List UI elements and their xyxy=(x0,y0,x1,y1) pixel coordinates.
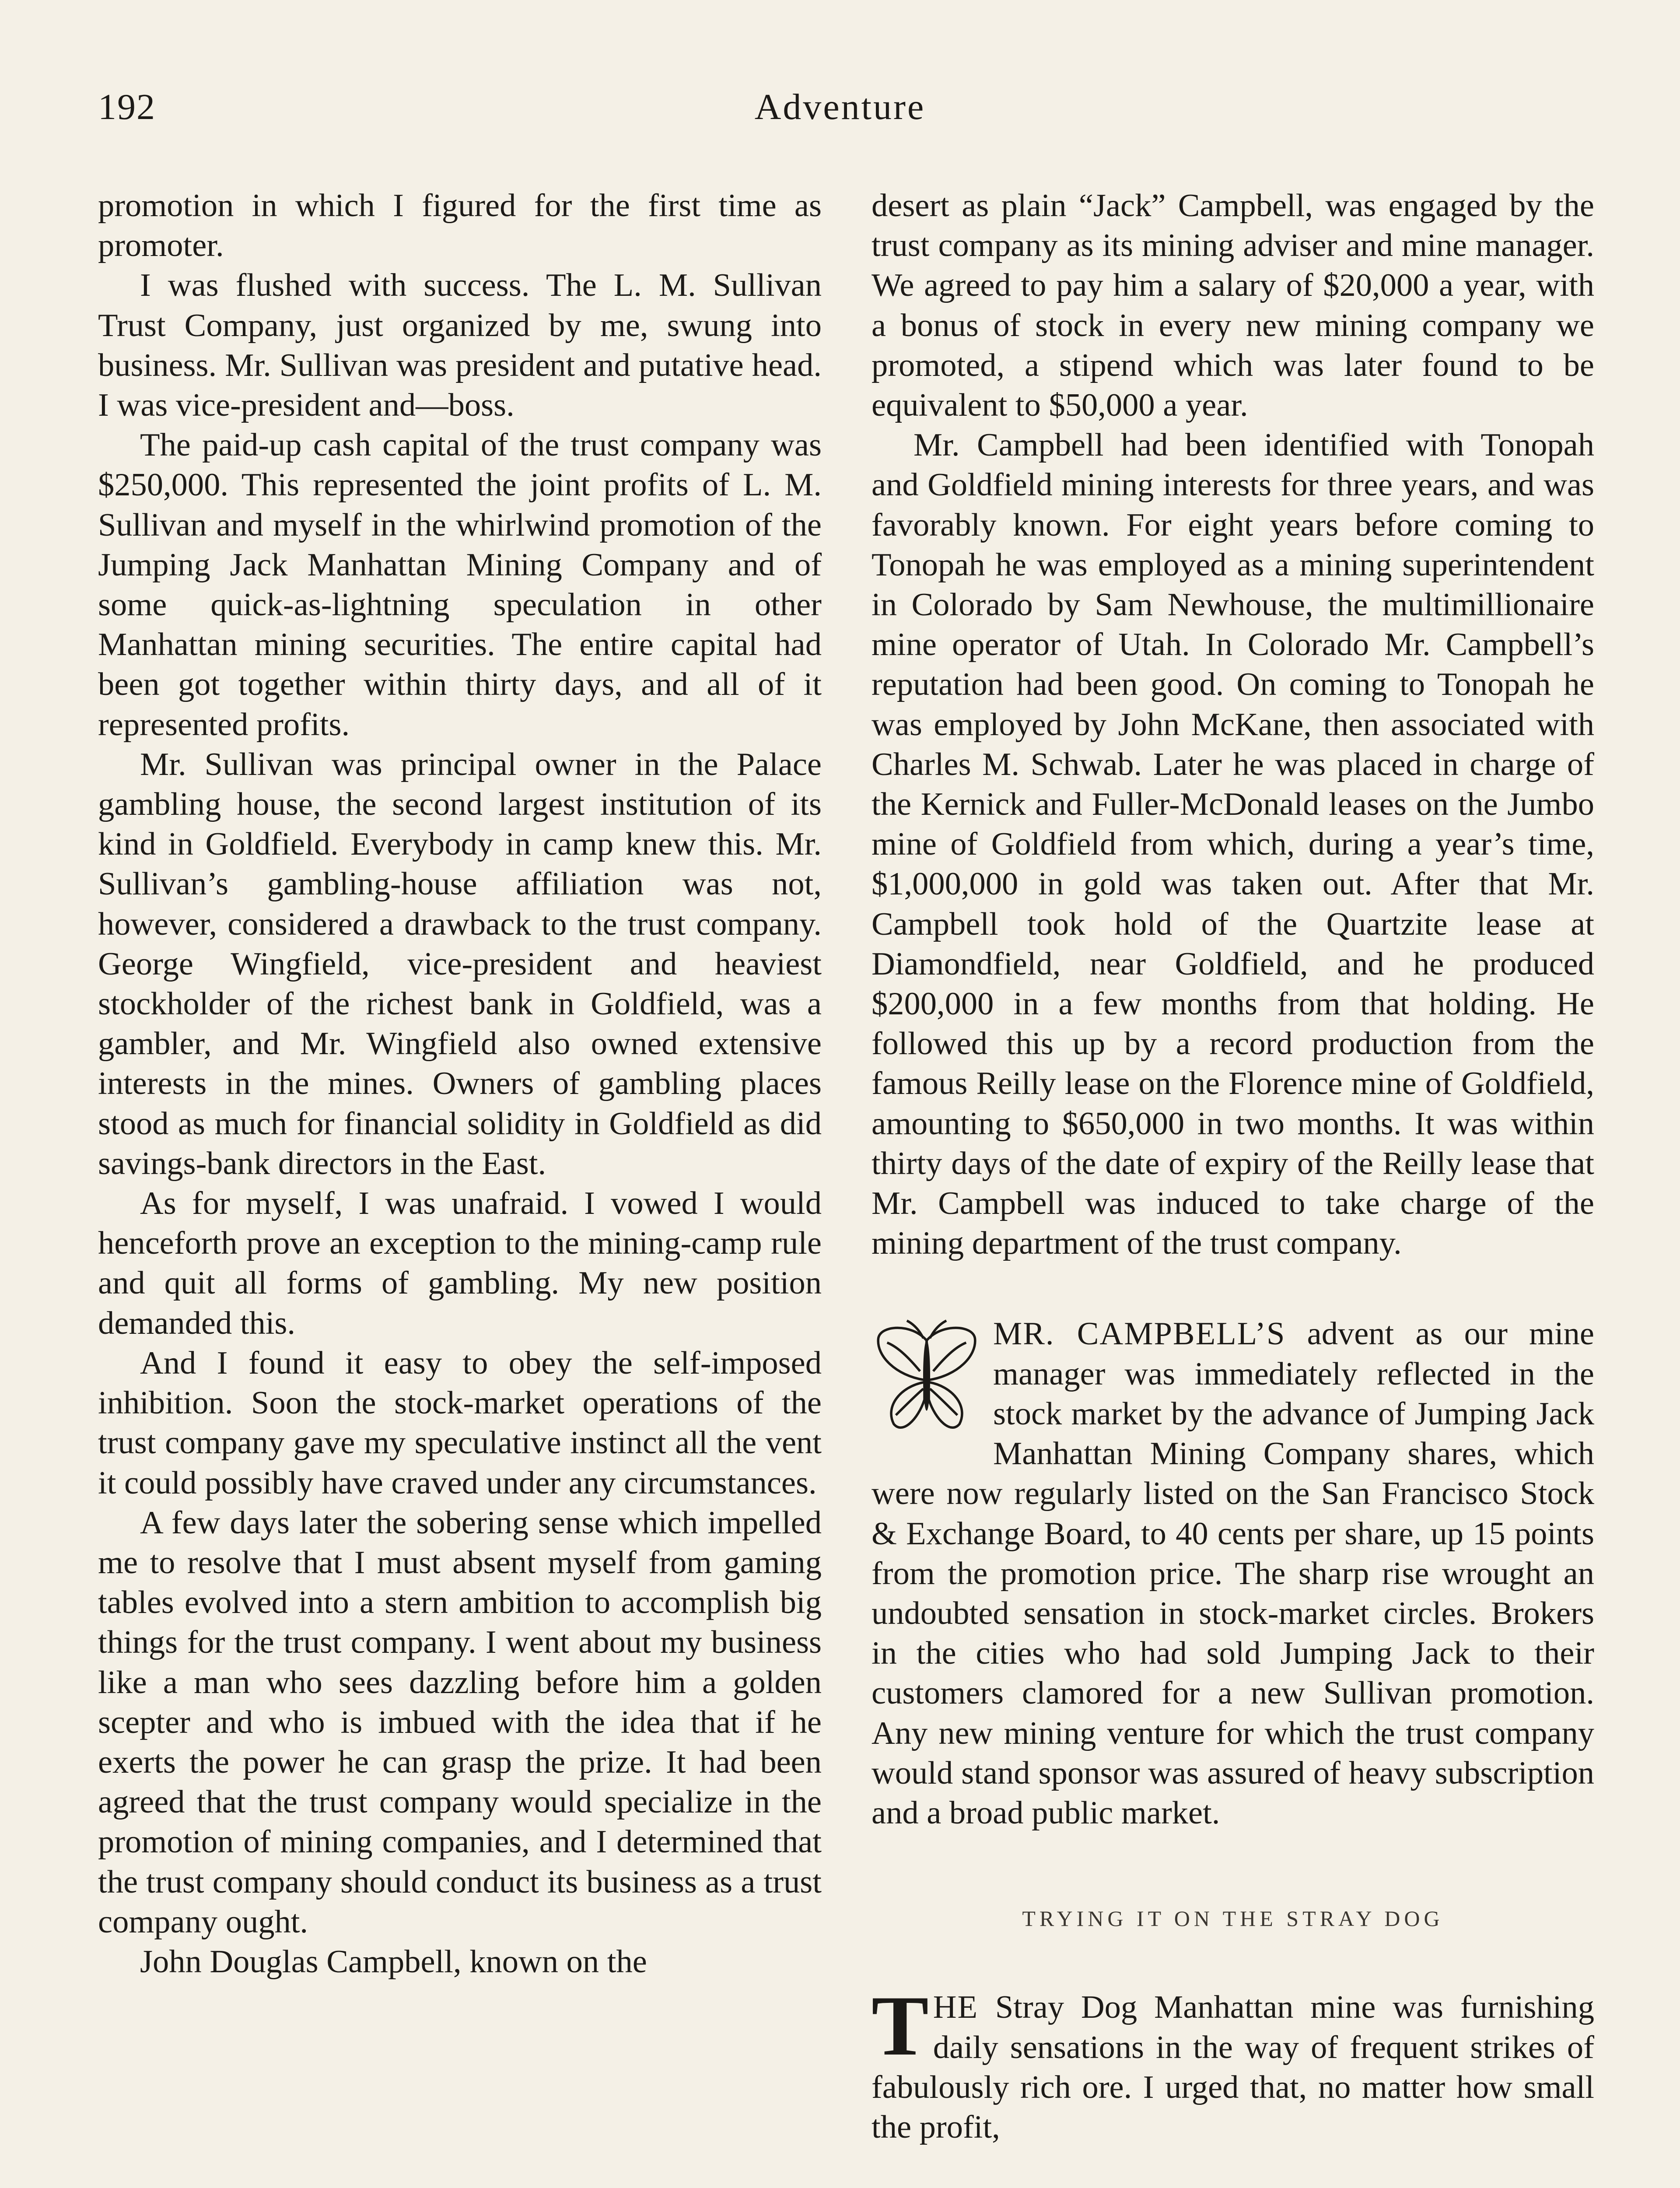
paragraph: The paid-up cash capital of the trust company was $250,000. This represented the joint profits of L. M. Sullivan and myself in the whirlwind promotion of the Jumping Jack Manhattan Mining Company and of some quick-as-lightning speculation in other Manhattan mining securities. The entire capital had been got together within thirty days, and all of it represented profits. xyxy=(98,427,822,743)
butterfly-ornament-icon xyxy=(872,1318,982,1439)
lead-caps: HE xyxy=(933,1989,979,2026)
paragraph: John Douglas Campbell, known on the xyxy=(140,1943,647,1980)
section-opening xyxy=(872,1314,1594,1833)
right-column xyxy=(872,186,1594,2147)
paragraph-body: Stray Dog Manhattan mine was furnishing daily sensations in the way of frequent strikes of fabulously rich ore. I urged that, no matter how small the profit, xyxy=(872,1989,1594,2145)
paragraph-body: advent as our mine manager was immediately reflected in the stock market by the advance of Jumping Jack Manhattan Mining Company shares, which were now regularly listed on the San Francisco Stock & Exchange Board, to 40 cents per share, up 15 points from the promotion price. The sharp rise wrought an undoubted sensation in stock-market circles. Brokers in the cities who had sold Jumping Jack to their customers clamored for a new Sullivan promotion. Any new mining venture for which the trust company would stand sponsor was assured of heavy subscription and a broad public market. xyxy=(872,1316,1594,1831)
lead-caps: MR. CAMPBELL’S xyxy=(993,1316,1286,1352)
paragraph: I was flushed with success. The L. M. Sullivan Trust Company, just organized by me, swung into business. Mr. Sullivan was president and putative head. I was vice-president and—boss. xyxy=(98,267,822,424)
paragraph xyxy=(872,1988,1594,2147)
section-opening xyxy=(872,1988,1594,2147)
paragraph: Mr. Sullivan was principal owner in the Palace gambling house, the second largest institution of its kind in Goldfield. Everybody in camp knew this. Mr. Sullivan’s gambling-house affiliation was not, however, considered a drawback to the trust company. George Wingfield, vice-president and heaviest stockholder of the richest bank in Goldfield, was a gambler, and Mr. Wingfield also owned extensive interests in the mines. Owners of gambling places stood as much for financial solidity in Goldfield as did savings-bank directors in the East. xyxy=(98,746,822,1182)
paragraph: As for myself, I was unafraid. I vowed I would henceforth prove an exception to the mining-camp rule and quit all forms of gambling. My new position demanded this. xyxy=(98,1185,822,1341)
page-number: 192 xyxy=(98,87,156,127)
section-heading: TRYING IT ON THE STRAY DOG xyxy=(1022,1906,1444,1931)
paragraph: promotion in which I figured for the first time as promoter. xyxy=(98,188,822,264)
drop-cap: T xyxy=(872,1988,929,2074)
paragraph: A few days later the sobering sense which impelled me to resolve that I must absent myself from gaming tables evolved into a stern ambition to accomplish big things for the trust company. I went about my business like a man who sees dazzling before him a golden scepter and who is imbued with the idea that if he exerts the power he can grasp the prize. It had been agreed that the trust company would specialize in the promotion of mining companies, and I determined that the trust company should conduct its business as a trust company ought. xyxy=(98,1504,822,1940)
paragraph: And I found it easy to obey the self-imposed inhibition. Soon the stock-market operations of the trust company gave my speculative instinct all the vent it could possibly have craved under any circumstances. xyxy=(98,1345,822,1501)
paragraph: desert as plain “Jack” Campbell, was engaged by the trust company as its mining adviser and mine manager. We agreed to pay him a salary of $20,000 a year, with a bonus of stock in every new mining company we promoted, a stipend which was later found to be equivalent to $50,000 a year. xyxy=(872,188,1594,424)
left-column xyxy=(98,186,822,1982)
magazine-title: Adventure xyxy=(754,87,926,127)
section-break xyxy=(872,1263,1594,1314)
paragraph: Mr. Campbell had been identified with Tonopah and Goldfield mining interests for three years, and was favorably known. For eight years before coming to Tonopah he was employed as a mining superintendent in Colorado by Sam Newhouse, the multimillionaire mine operator of Utah. In Colorado Mr. Campbell’s reputation had been good. On coming to Tonopah he was employed by John McKane, then associated with Charles M. Schwab. Later he was placed in charge of the Kernick and Fuller-McDonald leases on the Jumbo mine of Goldfield from which, during a year’s time, $1,000,000 in gold was taken out. After that Mr. Campbell took hold of the Quartzite lease at Diamondfield, near Goldfield, and he produced $200,000 in a few months from that holding. He followed this up by a record production from the famous Reilly lease on the Florence mine of Goldfield, amounting to $650,000 in two months. It was within thirty days of the date of expiry of the Reilly lease that Mr. Campbell was induced to take charge of the mining department of the trust company. xyxy=(872,427,1594,1262)
